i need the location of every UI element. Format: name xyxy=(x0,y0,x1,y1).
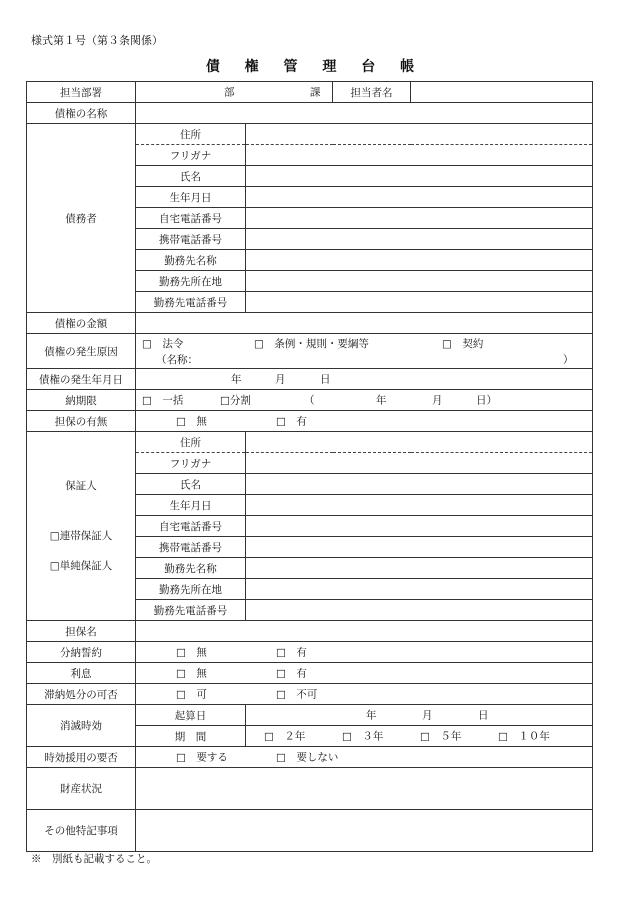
security-no-checkbox[interactable]: □ 無 xyxy=(176,415,207,428)
due-lump-checkbox[interactable]: □ 一括 xyxy=(142,394,184,407)
collateral-name-field[interactable] xyxy=(136,621,593,642)
label-amount: 債権の金額 xyxy=(27,313,136,334)
interest-field[interactable] xyxy=(136,663,593,684)
label-cause: 債権の発生原因 xyxy=(27,334,136,369)
guarantor-field-label: 勤務先電話番号 xyxy=(136,600,246,621)
debtor-home-phone-field[interactable] xyxy=(246,208,593,229)
label-person: 担当者名 xyxy=(333,82,411,103)
row-assets xyxy=(27,768,593,810)
installment-yes-checkbox[interactable]: □ 有 xyxy=(276,646,307,659)
period-3y-checkbox[interactable]: □ ３年 xyxy=(342,730,384,743)
debtor-field-label: 生年月日 xyxy=(136,187,246,208)
ledger-table xyxy=(26,81,593,852)
assets-field[interactable] xyxy=(136,768,593,810)
debtor-field-label: 携帯電話番号 xyxy=(136,229,246,250)
other-field[interactable] xyxy=(136,810,593,852)
label-guarantor xyxy=(27,432,136,621)
cause-name-open: （名称： xyxy=(156,354,198,366)
debtor-field-label: フリガナ xyxy=(136,145,246,166)
cause-ordinance-checkbox[interactable]: □ 条例・規則・要綱等 xyxy=(254,338,369,350)
guarantor-field-label: 勤務先名称 xyxy=(136,558,246,579)
installment-field[interactable] xyxy=(136,642,593,663)
guarantor-employer-phone-field[interactable] xyxy=(246,600,593,621)
guarantor-home-phone-field[interactable] xyxy=(246,516,593,537)
footnote: ※ 別紙も記載すること。 xyxy=(31,853,157,865)
label-claim-name: 債権の名称 xyxy=(27,103,136,124)
guarantor-kana-field[interactable] xyxy=(246,453,593,474)
label-period: 期 間 xyxy=(136,726,246,747)
delinquency-field[interactable] xyxy=(136,684,593,705)
label-interest: 利息 xyxy=(27,663,136,684)
page-title: 債 権 管 理 台 帳 xyxy=(205,59,425,75)
month-label: 月 xyxy=(422,709,433,722)
row-delinquency xyxy=(27,684,593,705)
simple-guarantor-checkbox[interactable]: □単純保証人 xyxy=(49,560,113,572)
debtor-address-field[interactable] xyxy=(246,124,593,145)
department-field[interactable] xyxy=(136,82,333,103)
debtor-name-field[interactable] xyxy=(246,166,593,187)
debtor-field-label: 勤務先所在地 xyxy=(136,271,246,292)
label-due: 納期限 xyxy=(27,390,136,411)
delinquency-ng-checkbox[interactable]: □ 不可 xyxy=(276,688,318,701)
label-occurrence-date: 債権の発生年月日 xyxy=(27,369,136,390)
guarantor-name-field[interactable] xyxy=(246,474,593,495)
guarantor-field-label: 生年月日 xyxy=(136,495,246,516)
interruption-field[interactable] xyxy=(136,747,593,768)
debtor-employer-address-field[interactable] xyxy=(246,271,593,292)
period-10y-checkbox[interactable]: □ １０年 xyxy=(498,730,550,743)
row-cause xyxy=(27,334,593,369)
guarantor-field-label: 自宅電話番号 xyxy=(136,516,246,537)
amount-field[interactable] xyxy=(136,313,593,334)
label-assets: 財産状況 xyxy=(27,768,136,810)
claim-name-field[interactable] xyxy=(136,103,593,124)
row-amount xyxy=(27,313,593,334)
guarantor-employer-address-field[interactable] xyxy=(246,579,593,600)
debtor-field-label: 勤務先電話番号 xyxy=(136,292,246,313)
row-debtor-address xyxy=(27,124,593,145)
year-label: 年 xyxy=(376,394,387,407)
due-field[interactable] xyxy=(136,390,593,411)
guarantor-field-label: 携帯電話番号 xyxy=(136,537,246,558)
cause-name-close: ） xyxy=(563,354,574,366)
debtor-employer-phone-field[interactable] xyxy=(246,292,593,313)
debtor-field-label: 勤務先名称 xyxy=(136,250,246,271)
row-other xyxy=(27,810,593,852)
label-department: 担当部署 xyxy=(27,82,136,103)
label-collateral-name: 担保名 xyxy=(27,621,136,642)
guarantor-employer-field[interactable] xyxy=(246,558,593,579)
due-installment-checkbox[interactable]: □分割 xyxy=(220,394,251,407)
cause-contract-checkbox[interactable]: □ 契約 xyxy=(442,338,484,350)
guarantor-mobile-field[interactable] xyxy=(246,537,593,558)
row-interruption xyxy=(27,747,593,768)
guarantor-address-field[interactable] xyxy=(246,432,593,453)
debtor-mobile-field[interactable] xyxy=(246,229,593,250)
day-label: 日 xyxy=(478,709,489,722)
guarantor-label: 保証人 xyxy=(65,480,97,492)
cause-law-checkbox[interactable]: □ 法令 xyxy=(142,338,184,350)
year-label: 年 xyxy=(366,709,377,722)
guarantor-field-label: フリガナ xyxy=(136,453,246,474)
security-yes-checkbox[interactable]: □ 有 xyxy=(276,415,307,428)
label-start-date: 起算日 xyxy=(136,705,246,726)
interruption-yes-checkbox[interactable]: □ 要する xyxy=(176,751,228,764)
year-label: 年 xyxy=(231,373,242,386)
debtor-employer-field[interactable] xyxy=(246,250,593,271)
debtor-field-label: 住所 xyxy=(136,124,246,145)
start-date-field[interactable] xyxy=(246,705,593,726)
form-number: 様式第１号（第３条関係） xyxy=(31,34,163,47)
day-label: 日） xyxy=(476,394,497,407)
row-due xyxy=(27,390,593,411)
guarantor-birth-field[interactable] xyxy=(246,495,593,516)
label-prescription: 消滅時効 xyxy=(27,705,136,747)
interest-yes-checkbox[interactable]: □ 有 xyxy=(276,667,307,680)
debtor-field-label: 自宅電話番号 xyxy=(136,208,246,229)
installment-no-checkbox[interactable]: □ 無 xyxy=(176,646,207,659)
month-label: 月 xyxy=(275,373,286,386)
label-security: 担保の有無 xyxy=(27,411,136,432)
security-field[interactable] xyxy=(136,411,593,432)
occurrence-date-field[interactable] xyxy=(136,369,593,390)
day-label: 日 xyxy=(320,373,331,386)
interruption-no-checkbox[interactable]: □ 要しない xyxy=(276,751,339,764)
row-installment xyxy=(27,642,593,663)
person-field[interactable] xyxy=(411,82,593,103)
joint-guarantor-checkbox[interactable]: □連帯保証人 xyxy=(49,530,113,542)
row-claim-name xyxy=(27,103,593,124)
guarantor-field-label: 住所 xyxy=(136,432,246,453)
row-guarantor-address xyxy=(27,432,593,453)
row-interest xyxy=(27,663,593,684)
bu-label: 部 xyxy=(224,86,235,99)
label-installment: 分納誓約 xyxy=(27,642,136,663)
ka-label: 課 xyxy=(310,86,321,99)
guarantor-field-label: 氏名 xyxy=(136,474,246,495)
label-delinquency: 滞納処分の可否 xyxy=(27,684,136,705)
guarantor-field-label: 勤務先所在地 xyxy=(136,579,246,600)
row-collateral-name xyxy=(27,621,593,642)
row-occurrence-date xyxy=(27,369,593,390)
label-debtor: 債務者 xyxy=(27,124,136,313)
cause-field[interactable] xyxy=(136,334,593,369)
due-paren-open: （ xyxy=(304,394,315,407)
debtor-field-label: 氏名 xyxy=(136,166,246,187)
month-label: 月 xyxy=(432,394,443,407)
debtor-birth-field[interactable] xyxy=(246,187,593,208)
label-interruption: 時効援用の要否 xyxy=(27,747,136,768)
label-other: その他特記事項 xyxy=(27,810,136,852)
row-department xyxy=(27,82,593,103)
period-2y-checkbox[interactable]: □ ２年 xyxy=(264,730,306,743)
row-prescription-start xyxy=(27,705,593,726)
debtor-kana-field[interactable] xyxy=(246,145,593,166)
period-5y-checkbox[interactable]: □ ５年 xyxy=(420,730,462,743)
row-security xyxy=(27,411,593,432)
period-field[interactable] xyxy=(246,726,593,747)
interest-no-checkbox[interactable]: □ 無 xyxy=(176,667,207,680)
delinquency-ok-checkbox[interactable]: □ 可 xyxy=(176,688,207,701)
